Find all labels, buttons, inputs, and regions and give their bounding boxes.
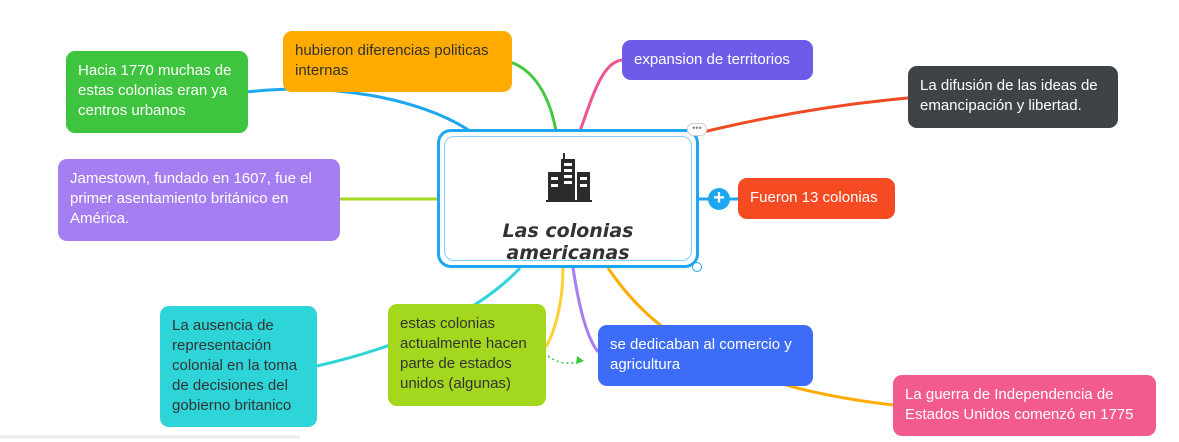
- topic-jamestown[interactable]: [58, 159, 340, 241]
- more-options-icon[interactable]: •••: [687, 123, 707, 136]
- link-comercio: [573, 268, 598, 352]
- central-topic[interactable]: [437, 129, 699, 268]
- link-expansion: [580, 60, 622, 131]
- link-hacia1770: [247, 89, 470, 131]
- link-estascolonias: [546, 268, 563, 347]
- resize-handle[interactable]: [692, 262, 702, 272]
- central-topic-title: Las colonias americanas: [502, 220, 634, 264]
- topic-expansion[interactable]: [622, 40, 813, 80]
- topic-expansion-text: expansion de territorios: [634, 51, 790, 68]
- link-difusion: [695, 98, 908, 134]
- link-hubieron: [510, 62, 556, 131]
- topic-guerra-text: La guerra de Independencia de Estados Unidos comenzó en 1775: [905, 386, 1134, 423]
- relationship-arrowhead: [576, 356, 584, 364]
- topic-ausencia[interactable]: [160, 306, 317, 427]
- topic-estascolonias-text: estas colonias actualmente hacen parte de estados unidos (algunas): [400, 315, 527, 392]
- topic-fueron13[interactable]: [738, 178, 895, 219]
- topic-fueron13-text: Fueron 13 colonias: [750, 189, 878, 206]
- city-buildings-icon: [546, 150, 592, 202]
- topic-hacia1770-text: Hacia 1770 muchas de estas colonias eran ya centros urbanos: [78, 62, 232, 119]
- topic-hubieron[interactable]: [283, 31, 512, 92]
- add-topic-button[interactable]: +: [708, 188, 730, 210]
- topic-hubieron-text: hubieron diferencias politicas internas: [295, 42, 489, 79]
- topic-guerra[interactable]: [893, 375, 1156, 436]
- topic-estascolonias[interactable]: [388, 304, 546, 406]
- topic-hacia1770[interactable]: [66, 51, 248, 133]
- topic-jamestown-text: Jamestown, fundado en 1607, fue el primer asentamiento británico en América.: [70, 170, 312, 227]
- topic-difusion[interactable]: [908, 66, 1118, 128]
- topic-comercio[interactable]: [598, 325, 813, 386]
- topic-difusion-text: La difusión de las ideas de emancipación y libertad.: [920, 77, 1098, 114]
- topic-comercio-text: se dedicaban al comercio y agricultura: [610, 336, 792, 373]
- topic-ausencia-text: La ausencia de representación colonial en la toma de decisiones del gobierno britanico: [172, 317, 298, 414]
